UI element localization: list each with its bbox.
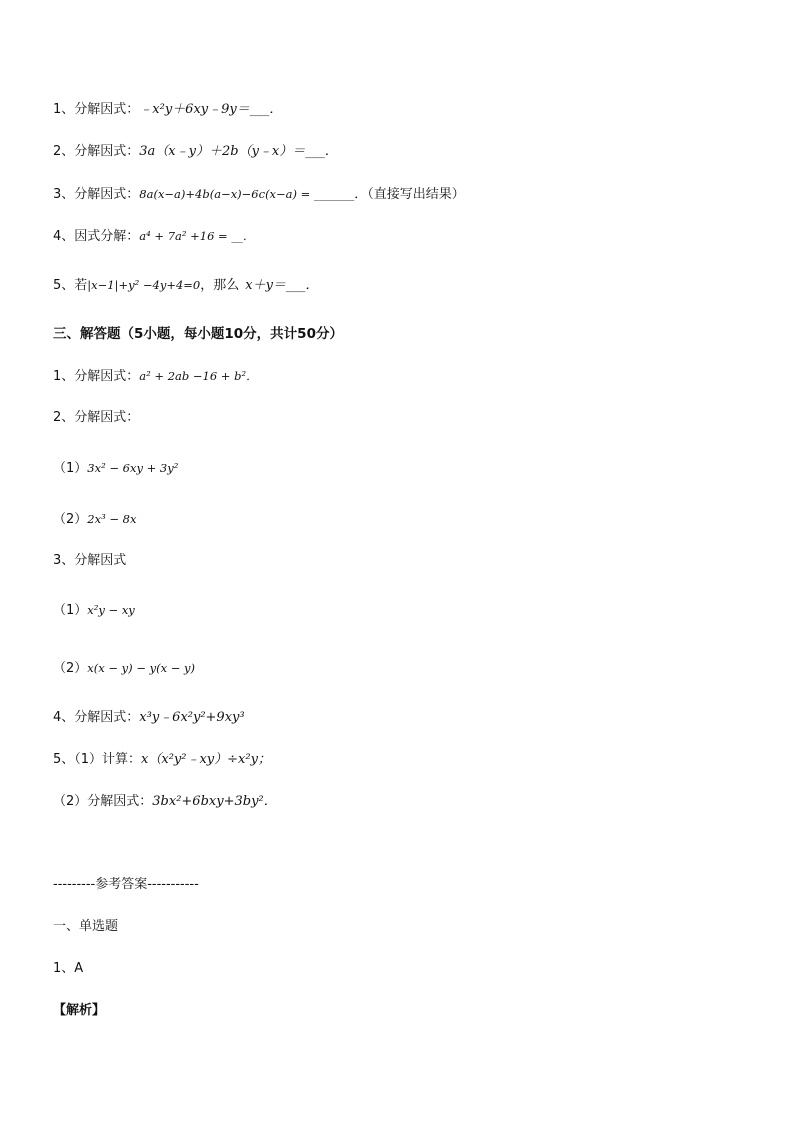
part-label: （1） <box>53 461 88 476</box>
fill-question-5 <box>53 276 318 295</box>
question-prefix: 1、分解因式： <box>53 102 140 117</box>
question-prefix: 4、分解因式： <box>53 710 140 725</box>
math-expression: a² + 2ab −16 + b²． <box>139 369 258 383</box>
math-expression: x³y﹣6x²y²+9xy³ <box>139 710 245 725</box>
solve-question-5-part-1 <box>53 751 271 769</box>
question-connector: ，那么 <box>200 278 240 293</box>
solve-question-1 <box>53 367 258 386</box>
part-label: （2） <box>53 512 88 527</box>
math-expression: 8a(x−a)+4b(a−x)−6c(x−a) = _______ <box>139 187 355 201</box>
fill-question-3 <box>53 185 465 204</box>
math-expression-2: x＋y＝___． <box>245 278 319 293</box>
solve-question-5-part-2 <box>53 793 277 811</box>
answer-divider: ---------参考答案----------- <box>53 877 199 892</box>
fill-question-2 <box>53 143 338 161</box>
solve-question-2-part-2 <box>53 510 136 529</box>
math-expression: x(x − y) − y(x − y) <box>87 661 196 675</box>
solve-question-4 <box>53 709 245 727</box>
math-expression: 3a（x﹣y）＋2b（y﹣x）＝___． <box>139 144 338 159</box>
part-label: （2） <box>53 661 88 676</box>
answer-section-heading: 一、单选题 <box>53 919 119 934</box>
math-expression: 2x³ − 8x <box>87 512 137 526</box>
math-expression: x²y − xy <box>87 603 135 617</box>
question-prefix: （2）分解因式： <box>53 794 153 809</box>
solve-question-2-part-1 <box>53 459 178 478</box>
math-expression: ﹣x²y＋6xy﹣9y＝___． <box>139 102 283 117</box>
solve-question-3-part-1 <box>53 601 135 620</box>
math-expression: |x−1|+y² −4y+4=0 <box>87 278 201 292</box>
math-expression: x（x²y²﹣xy）÷x²y； <box>141 752 271 767</box>
question-prefix: 5、（1）计算： <box>53 752 142 767</box>
question-note: ．（直接写出结果） <box>354 187 465 202</box>
question-prefix: 2、分解因式： <box>53 144 140 159</box>
part-label: （1） <box>53 603 88 618</box>
fill-question-4 <box>53 227 254 246</box>
question-prefix: 3、分解因式： <box>53 187 140 202</box>
question-prefix: 5、若 <box>53 278 88 293</box>
section-heading: 三、解答题（5小题，每小题10分，共计50分） <box>53 326 343 342</box>
fill-question-1 <box>53 101 282 119</box>
analysis-label: 【解析】 <box>53 1003 106 1018</box>
solve-question-3-part-2 <box>53 659 195 678</box>
question-prefix: 4、因式分解： <box>53 229 140 244</box>
question-prefix: 1、分解因式： <box>53 369 140 384</box>
math-expression: 3x² − 6xy + 3y² <box>87 461 179 475</box>
answer-item: 1、A <box>53 961 84 976</box>
math-expression: 3bx²+6bxy+3by²． <box>152 794 277 809</box>
solve-question-2-title: 2、分解因式： <box>53 410 140 425</box>
solve-question-3-title: 3、分解因式 <box>53 553 127 568</box>
math-expression: a⁴ + 7a² +16 = __． <box>139 229 255 243</box>
